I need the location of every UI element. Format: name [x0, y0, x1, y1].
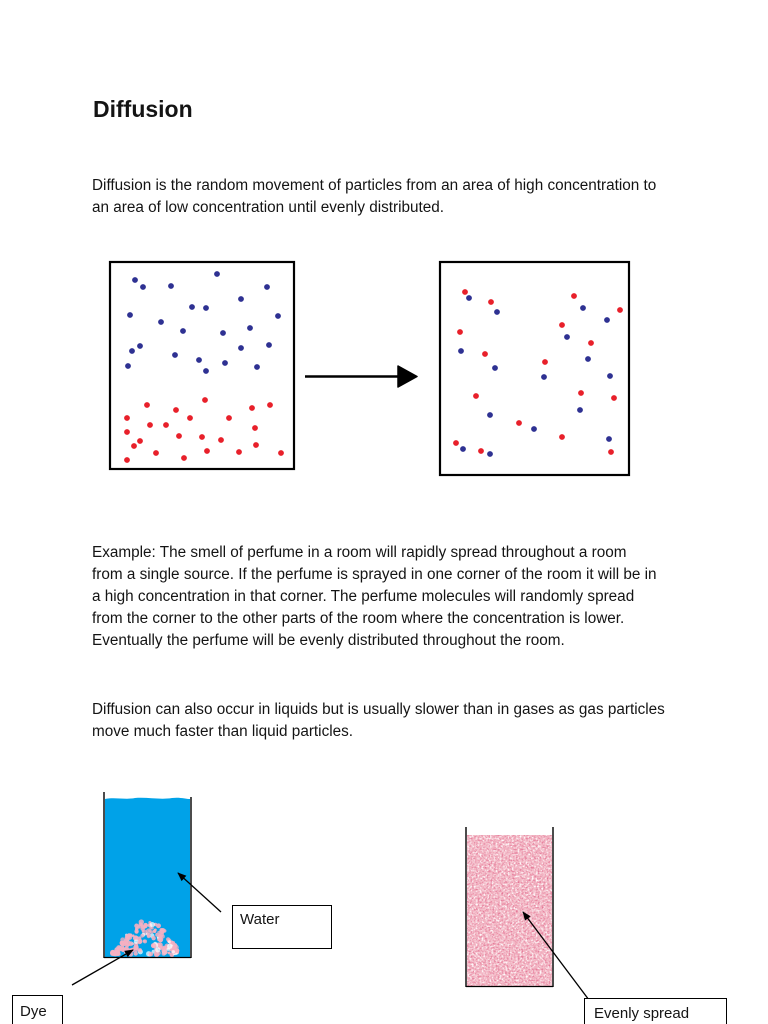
red-particle	[617, 307, 623, 313]
blue-particle	[541, 374, 547, 380]
red-particle	[608, 449, 614, 455]
red-particle	[462, 289, 468, 295]
blue-particle	[140, 284, 146, 290]
red-particle	[278, 450, 284, 456]
red-particle	[173, 407, 179, 413]
red-particle	[457, 329, 463, 335]
red-particle	[267, 402, 273, 408]
red-particle	[252, 425, 258, 431]
intro-paragraph	[92, 175, 656, 219]
dye-speck	[155, 947, 160, 952]
dye-speck	[138, 922, 142, 926]
dye-speck	[112, 951, 117, 956]
red-particle	[236, 449, 242, 455]
red-particle	[488, 299, 494, 305]
dye-pointer-arrow-icon	[72, 950, 133, 985]
blue-particle	[266, 342, 272, 348]
red-particle	[473, 393, 479, 399]
red-particle	[578, 390, 584, 396]
dye-speck	[134, 936, 138, 940]
red-particle	[588, 340, 594, 346]
blue-particle	[458, 348, 464, 354]
red-particle	[153, 450, 159, 456]
blue-particle	[580, 305, 586, 311]
red-particle	[147, 422, 153, 428]
red-particle	[482, 351, 488, 357]
dye-speck	[143, 939, 147, 943]
blue-particle	[158, 319, 164, 325]
red-particle	[253, 442, 259, 448]
dye-speck	[151, 927, 154, 930]
page-title: Diffusion	[93, 96, 193, 122]
paragraph-line: a high concentration in that corner. The perfume molecules will randomly spread	[92, 588, 635, 605]
dye-speck	[172, 946, 177, 951]
blue-particle	[466, 295, 472, 301]
red-particle	[559, 322, 565, 328]
blue-particle	[275, 313, 281, 319]
blue-particle	[238, 296, 244, 302]
blue-particle	[607, 373, 613, 379]
blue-particle	[585, 356, 591, 362]
red-particle	[137, 438, 143, 444]
blue-particle	[180, 328, 186, 334]
beaker-with-dye	[104, 792, 191, 958]
red-particle	[542, 359, 548, 365]
dye-speck	[156, 923, 161, 928]
blue-particle	[487, 412, 493, 418]
blue-particle	[172, 352, 178, 358]
dye-speck	[172, 950, 175, 953]
dye-speck	[148, 952, 153, 957]
dye-speck	[133, 945, 138, 950]
blue-particle	[132, 277, 138, 283]
mixed-liquid-texture	[467, 835, 552, 986]
blue-particle	[564, 334, 570, 340]
red-particle	[204, 448, 210, 454]
red-particle	[131, 443, 137, 449]
blue-particle	[460, 446, 466, 452]
red-particle	[559, 434, 565, 440]
paragraph-line: an area of low concentration until evenly distributed.	[92, 199, 445, 216]
dye-speck	[159, 929, 164, 934]
blue-particle	[189, 304, 195, 310]
paragraph-line: move much faster than liquid particles.	[92, 723, 354, 740]
right-arrow-icon	[305, 366, 417, 387]
dye-speck	[124, 942, 127, 945]
dye-speck	[154, 928, 157, 931]
red-particle	[202, 397, 208, 403]
blue-particle	[203, 305, 209, 311]
red-particle	[124, 415, 130, 421]
dye-speck	[135, 930, 139, 934]
dye-label	[12, 995, 63, 1024]
water-label-text: Water	[240, 911, 280, 928]
evenly-spread-label	[584, 998, 727, 1024]
dye-speck	[168, 940, 171, 943]
blue-particle	[125, 363, 131, 369]
dye-speck	[142, 930, 145, 933]
dye-speck	[127, 933, 131, 937]
dye-speck	[150, 922, 155, 927]
example-paragraph	[92, 542, 657, 652]
beaker-diagram	[0, 780, 768, 1024]
red-particle	[181, 455, 187, 461]
beaker-evenly-mixed	[466, 827, 553, 987]
blue-particle	[137, 343, 143, 349]
blue-particle	[127, 312, 133, 318]
red-particle	[226, 415, 232, 421]
dye-speck	[151, 936, 155, 940]
blue-particle	[606, 436, 612, 442]
after-particles	[453, 289, 623, 457]
before-particles	[124, 271, 284, 463]
red-particle	[187, 415, 193, 421]
water-label	[232, 905, 332, 949]
red-particle	[163, 422, 169, 428]
blue-particle	[238, 345, 244, 351]
paragraph-line: Eventually the perfume will be evenly distributed throughout the room.	[92, 632, 565, 649]
blue-particle	[214, 271, 220, 277]
red-particle	[124, 457, 130, 463]
blue-particle	[264, 284, 270, 290]
paragraph-line: Example: The smell of perfume in a room will rapidly spread throughout a room	[92, 544, 627, 561]
red-particle	[124, 429, 130, 435]
blue-particle	[494, 309, 500, 315]
paragraph-line: from the corner to the other parts of the room where the concentration is lower.	[92, 610, 625, 627]
red-particle	[218, 437, 224, 443]
dye-speck	[120, 948, 123, 951]
red-particle	[611, 395, 617, 401]
blue-particle	[222, 360, 228, 366]
blue-particle	[492, 365, 498, 371]
red-particle	[199, 434, 205, 440]
blue-particle	[168, 283, 174, 289]
evenly-spread-label-text: Evenly spread	[594, 1005, 690, 1022]
dye-speck	[167, 943, 172, 948]
dye-speck	[172, 941, 175, 944]
dye-speck	[140, 934, 144, 938]
blue-particle	[487, 451, 493, 457]
blue-particle	[196, 357, 202, 363]
dye-speck	[158, 934, 163, 939]
blue-particle	[604, 317, 610, 323]
dye-speck	[120, 941, 125, 946]
red-particle	[176, 433, 182, 439]
dye-speck	[138, 948, 142, 952]
after-container	[440, 262, 629, 475]
paragraph-line: Diffusion can also occur in liquids but is usually slower than in gases as gas particles	[92, 701, 665, 718]
red-particle	[144, 402, 150, 408]
particle-diffusion-diagram	[100, 255, 640, 485]
dye-speck	[147, 933, 151, 937]
dye-speck	[134, 951, 138, 955]
blue-particle	[531, 426, 537, 432]
blue-particle	[254, 364, 260, 370]
paragraph-line: from a single source. If the perfume is sprayed in one corner of the room it will be in	[92, 566, 657, 583]
red-particle	[571, 293, 577, 299]
red-particle	[453, 440, 459, 446]
dye-speck	[154, 952, 159, 957]
blue-particle	[203, 368, 209, 374]
red-particle	[249, 405, 255, 411]
dye-speck	[137, 940, 141, 944]
dye-speck	[168, 952, 171, 955]
liquids-paragraph	[92, 699, 665, 743]
blue-particle	[129, 348, 135, 354]
blue-particle	[220, 330, 226, 336]
red-particle	[478, 448, 484, 454]
dye-label-text: Dye	[20, 1003, 47, 1020]
paragraph-line: Diffusion is the random movement of particles from an area of high concentration to	[92, 177, 657, 194]
blue-particle	[577, 407, 583, 413]
red-particle	[516, 420, 522, 426]
blue-particle	[247, 325, 253, 331]
